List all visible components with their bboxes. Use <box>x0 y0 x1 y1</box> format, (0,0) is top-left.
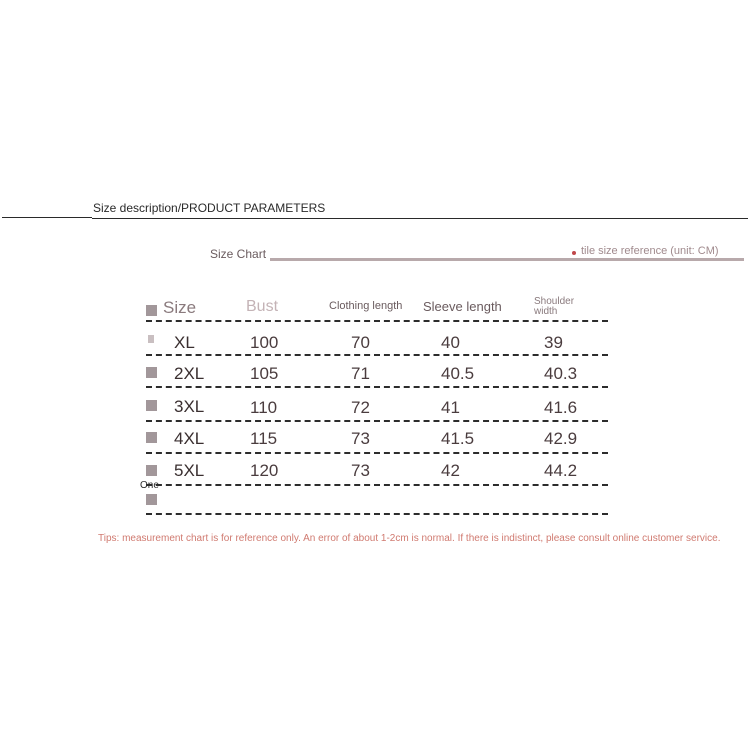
row-clothing-length: 70 <box>351 333 370 352</box>
row-size: 3XL <box>174 397 205 416</box>
reference-dot-icon <box>572 251 576 255</box>
header-size: Size <box>163 298 197 317</box>
table-divider <box>146 452 608 454</box>
section-rule-right <box>92 218 748 219</box>
row-shoulder-width: 40.3 <box>544 364 578 383</box>
header-bust: Bust <box>246 298 279 315</box>
row-square-icon <box>146 494 157 505</box>
section-title: Size description/PRODUCT PARAMETERS <box>93 201 326 215</box>
row-sleeve-length: 40 <box>441 333 460 352</box>
table-divider <box>146 513 608 515</box>
tips-note: Tips: measurement chart is for reference only. An error of about 1-2cm is normal. If there is indistinct, please consult online customer service. <box>98 533 721 544</box>
table-divider <box>146 354 608 356</box>
row-shoulder-width: 44.2 <box>544 461 578 480</box>
row-shoulder-width: 42.9 <box>544 429 578 448</box>
extra-row-label: One <box>140 480 159 491</box>
row-clothing-length: 71 <box>351 364 370 383</box>
row-size: 2XL <box>174 364 205 383</box>
row-square-icon <box>146 465 157 476</box>
table-divider <box>146 320 608 322</box>
row-sleeve-length: 41.5 <box>441 429 475 448</box>
row-shoulder-width: 39 <box>544 333 563 352</box>
row-clothing-length: 73 <box>351 429 370 448</box>
row-sleeve-length: 40.5 <box>441 364 475 383</box>
size-chart-label: Size Chart <box>210 247 267 261</box>
size-chart-bar <box>270 258 744 261</box>
row-size: XL <box>174 333 195 352</box>
row-square-icon <box>146 367 157 378</box>
row-square-icon <box>148 335 154 343</box>
row-clothing-length: 73 <box>351 461 370 480</box>
row-size: 5XL <box>174 461 205 480</box>
row-square-icon <box>146 400 157 411</box>
section-rule-left <box>2 217 92 218</box>
row-sleeve-length: 41 <box>441 398 460 417</box>
size-reference-note: tile size reference (unit: CM) <box>581 245 719 257</box>
table-divider <box>146 386 608 388</box>
row-bust: 105 <box>250 364 279 383</box>
row-bust: 115 <box>250 429 278 448</box>
row-bust: 120 <box>250 461 279 480</box>
row-bust: 100 <box>250 333 279 352</box>
table-divider <box>146 484 608 486</box>
row-shoulder-width: 41.6 <box>544 398 578 417</box>
row-sleeve-length: 42 <box>441 461 460 480</box>
header-sleeve-length: Sleeve length <box>423 299 502 314</box>
row-bust: 110 <box>250 398 278 417</box>
header-square-icon <box>146 305 157 316</box>
row-square-icon <box>146 432 157 443</box>
header-shoulder-width: Shoulder width <box>534 296 575 317</box>
row-size: 4XL <box>174 429 205 448</box>
table-divider <box>146 420 608 422</box>
row-clothing-length: 72 <box>351 398 370 417</box>
header-clothing-length: Clothing length <box>329 300 403 312</box>
